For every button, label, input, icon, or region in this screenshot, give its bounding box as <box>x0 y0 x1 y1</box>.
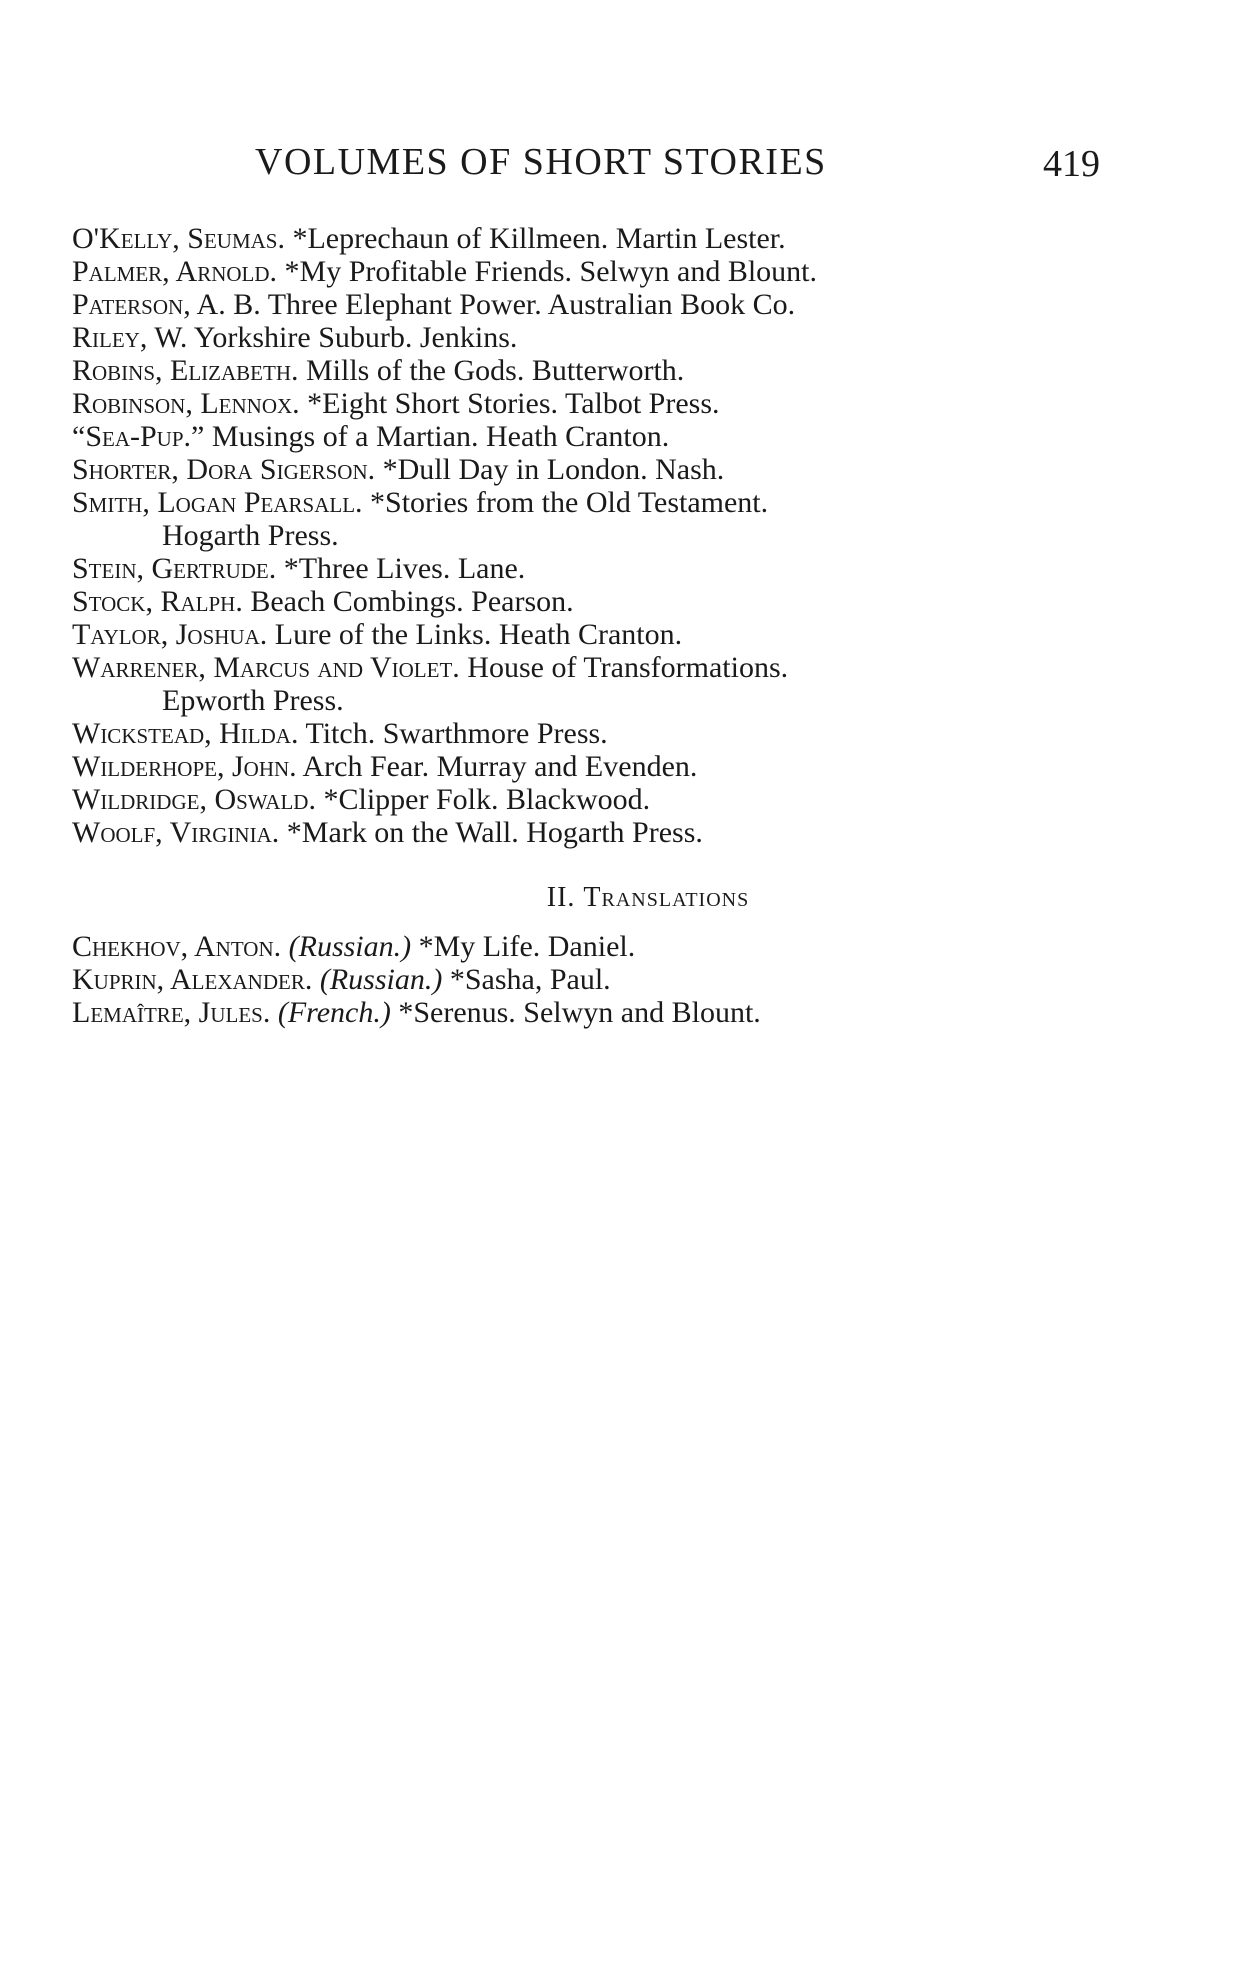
author-name: Chekhov, Anton. <box>72 930 282 963</box>
list-entry-continuation <box>72 519 1112 552</box>
list-entry <box>72 453 1112 486</box>
title-publisher: Three Elephant Power. Australian Book Co. <box>267 288 796 321</box>
list-entry <box>72 420 1112 453</box>
list-entry <box>72 651 1112 684</box>
author-name: Kuprin, Alexander. <box>72 963 313 996</box>
title-publisher: *Clipper Folk. Blackwood. <box>323 783 651 816</box>
list-entry <box>72 288 1112 321</box>
running-title: VOLUMES OF SHORT STORIES <box>255 141 827 183</box>
title-publisher: Lure of the Links. Heath Cranton. <box>274 618 683 651</box>
title-publisher: *Dull Day in London. Nash. <box>382 453 725 486</box>
title-publisher: House of Transformations. <box>467 651 789 684</box>
title-publisher: Arch Fear. Murray and Evenden. <box>302 750 698 783</box>
language: (Russian.) <box>288 930 412 963</box>
author-name: Taylor, Joshua. <box>72 618 268 651</box>
author-name: Palmer, Arnold. <box>72 255 278 288</box>
list-entry <box>72 321 1112 354</box>
list-entry <box>72 552 1112 585</box>
list-entry <box>72 996 1112 1029</box>
author-name: Shorter, Dora Sigerson. <box>72 453 376 486</box>
author-name: Stock, Ralph. <box>72 585 243 618</box>
publisher: Epworth Press. <box>162 684 344 717</box>
translations-list <box>72 930 1112 1029</box>
list-entry <box>72 930 1112 963</box>
section-heading <box>0 882 1251 914</box>
list-entry <box>72 486 1112 519</box>
title-publisher: *Sasha, Paul. <box>449 963 611 996</box>
section-title: Translations <box>583 882 750 913</box>
author-name: Paterson, A. B. <box>72 288 261 321</box>
title-publisher: *Serenus. Selwyn and Blount. <box>398 996 761 1029</box>
author-name: Wickstead, Hilda. <box>72 717 299 750</box>
author-name: Warrener, Marcus and Violet. <box>72 651 460 684</box>
title-publisher: Mills of the Gods. Butterworth. <box>306 354 685 387</box>
author-name: Robinson, Lennox. <box>72 387 300 420</box>
title-publisher: *Mark on the Wall. Hogarth Press. <box>286 816 703 849</box>
title-publisher: Titch. Swarthmore Press. <box>305 717 608 750</box>
author-name: Smith, Logan Pearsall. <box>72 486 363 519</box>
author-name: Robins, Elizabeth. <box>72 354 299 387</box>
author-name: Stein, Gertrude. <box>72 552 277 585</box>
author-name: Lemaître, Jules. <box>72 996 271 1029</box>
title-publisher: *My Life. Daniel. <box>418 930 636 963</box>
section-numeral: II. <box>546 882 576 913</box>
page-number: 419 <box>1043 143 1100 185</box>
list-entry <box>72 255 1112 288</box>
list-entry <box>72 354 1112 387</box>
list-entry-continuation <box>72 684 1112 717</box>
list-entry <box>72 816 1112 849</box>
title-publisher: *Leprechaun of Killmeen. Martin Lester. <box>292 222 786 255</box>
list-entry <box>72 963 1112 996</box>
list-entry <box>72 618 1112 651</box>
list-entry <box>72 717 1112 750</box>
short-stories-list <box>72 222 1112 849</box>
language: (Russian.) <box>319 963 443 996</box>
running-head <box>70 140 1100 190</box>
list-entry <box>72 783 1112 816</box>
author-name: Wildridge, Oswald. <box>72 783 316 816</box>
title-publisher: *Eight Short Stories. Talbot Press. <box>307 387 720 420</box>
author-name: Riley, W. <box>72 321 188 354</box>
title-publisher: Yorkshire Suburb. Jenkins. <box>193 321 518 354</box>
title-publisher: Musings of a Martian. Heath Cranton. <box>211 420 670 453</box>
title-publisher: Beach Combings. Pearson. <box>250 585 574 618</box>
list-entry <box>72 750 1112 783</box>
author-name: Woolf, Virginia. <box>72 816 280 849</box>
list-entry <box>72 222 1112 255</box>
language: (French.) <box>277 996 391 1029</box>
title-publisher: *Three Lives. Lane. <box>283 552 526 585</box>
list-entry <box>72 387 1112 420</box>
author-name: O'Kelly, Seumas. <box>72 222 285 255</box>
list-entry <box>72 585 1112 618</box>
author-name: Wilderhope, John. <box>72 750 297 783</box>
title-publisher: *Stories from the Old Testament. <box>370 486 769 519</box>
author-name: “Sea-Pup.” <box>72 420 205 453</box>
title-publisher: *My Profitable Friends. Selwyn and Blount. <box>284 255 818 288</box>
publisher: Hogarth Press. <box>162 519 339 552</box>
